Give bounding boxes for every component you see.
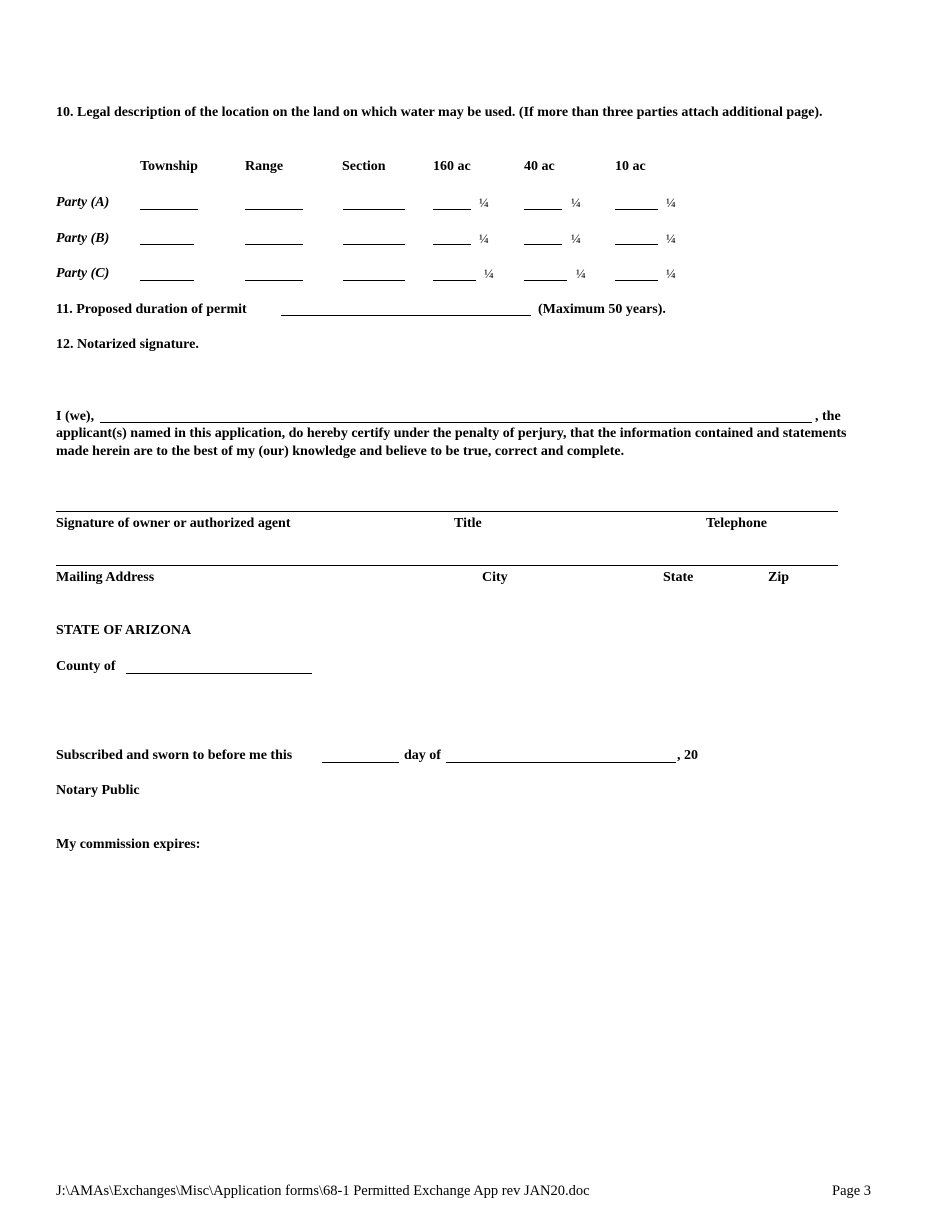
applicant-name-field[interactable]	[100, 422, 812, 423]
footer-file-path: J:\AMAs\Exchanges\Misc\Application forms\68-1 Permitted Exchange App rev JAN20.doc	[56, 1183, 590, 1199]
column-header-section: Section	[342, 159, 386, 174]
signature-line[interactable]	[56, 511, 838, 512]
quarter-symbol: ¼	[576, 266, 586, 281]
title-label: Title	[454, 516, 482, 531]
party-c-label: Party (C)	[56, 266, 110, 281]
quarter-symbol: ¼	[571, 231, 581, 246]
section-11-max-note: (Maximum 50 years).	[538, 302, 666, 317]
party-a-10ac-field[interactable]	[615, 209, 658, 210]
party-c-40ac-field[interactable]	[524, 280, 567, 281]
section-12-label: 12. Notarized signature.	[56, 337, 199, 352]
quarter-symbol: ¼	[479, 231, 489, 246]
county-field[interactable]	[126, 673, 312, 674]
column-header-10ac: 10 ac	[615, 159, 646, 174]
mailing-address-label: Mailing Address	[56, 570, 155, 585]
party-b-160ac-field[interactable]	[433, 244, 471, 245]
party-b-section-field[interactable]	[343, 244, 405, 245]
certification-prefix: I (we),	[56, 409, 95, 424]
party-c-section-field[interactable]	[343, 280, 405, 281]
quarter-symbol: ¼	[484, 266, 494, 281]
column-header-township: Township	[140, 159, 198, 174]
party-c-10ac-field[interactable]	[615, 280, 658, 281]
column-header-160ac: 160 ac	[433, 159, 471, 174]
commission-expires-label: My commission expires:	[56, 837, 201, 852]
party-a-40ac-field[interactable]	[524, 209, 562, 210]
quarter-symbol: ¼	[666, 266, 676, 281]
party-c-range-field[interactable]	[245, 280, 303, 281]
month-field[interactable]	[446, 762, 676, 763]
signature-label: Signature of owner or authorized agent	[56, 516, 291, 531]
column-header-40ac: 40 ac	[524, 159, 555, 174]
permit-duration-field[interactable]	[281, 315, 531, 316]
party-a-section-field[interactable]	[343, 209, 405, 210]
subscribed-day-field[interactable]	[322, 762, 399, 763]
column-header-range: Range	[245, 159, 284, 174]
party-c-160ac-field[interactable]	[433, 280, 476, 281]
county-label: County of	[56, 659, 116, 674]
zip-label: Zip	[768, 570, 790, 585]
day-of-label: day of	[404, 748, 441, 763]
certification-text: applicant(s) named in this application, do hereby certify under the penalty of perjury, that the information contained and statements made herein are to the best of my (our) knowledge and believe to be true, correct and complete.	[56, 426, 847, 459]
mailing-address-line[interactable]	[56, 565, 838, 566]
party-b-10ac-field[interactable]	[615, 244, 658, 245]
party-a-range-field[interactable]	[245, 209, 303, 210]
party-b-label: Party (B)	[56, 231, 110, 246]
telephone-label: Telephone	[706, 516, 767, 531]
quarter-symbol: ¼	[479, 195, 489, 210]
page-number: Page 3	[832, 1183, 872, 1199]
state-label: State	[663, 570, 694, 585]
party-b-40ac-field[interactable]	[524, 244, 562, 245]
party-a-label: Party (A)	[56, 195, 110, 210]
state-of-arizona-heading: STATE OF ARIZONA	[56, 623, 192, 638]
party-b-township-field[interactable]	[140, 244, 194, 245]
city-label: City	[482, 570, 508, 585]
notary-public-label: Notary Public	[56, 783, 140, 798]
quarter-symbol: ¼	[666, 231, 676, 246]
party-c-township-field[interactable]	[140, 280, 194, 281]
quarter-symbol: ¼	[666, 195, 676, 210]
year-prefix: , 20	[677, 748, 698, 763]
subscribed-label: Subscribed and sworn to before me this	[56, 748, 293, 763]
section-11-label: 11. Proposed duration of permit	[56, 302, 247, 317]
party-b-range-field[interactable]	[245, 244, 303, 245]
section-10-heading: 10. Legal description of the location on the land on which water may be used. (If more than three parties attach additional page).	[56, 105, 823, 120]
party-a-township-field[interactable]	[140, 209, 198, 210]
party-a-160ac-field[interactable]	[433, 209, 471, 210]
certification-suffix: , the	[815, 409, 841, 424]
quarter-symbol: ¼	[571, 195, 581, 210]
